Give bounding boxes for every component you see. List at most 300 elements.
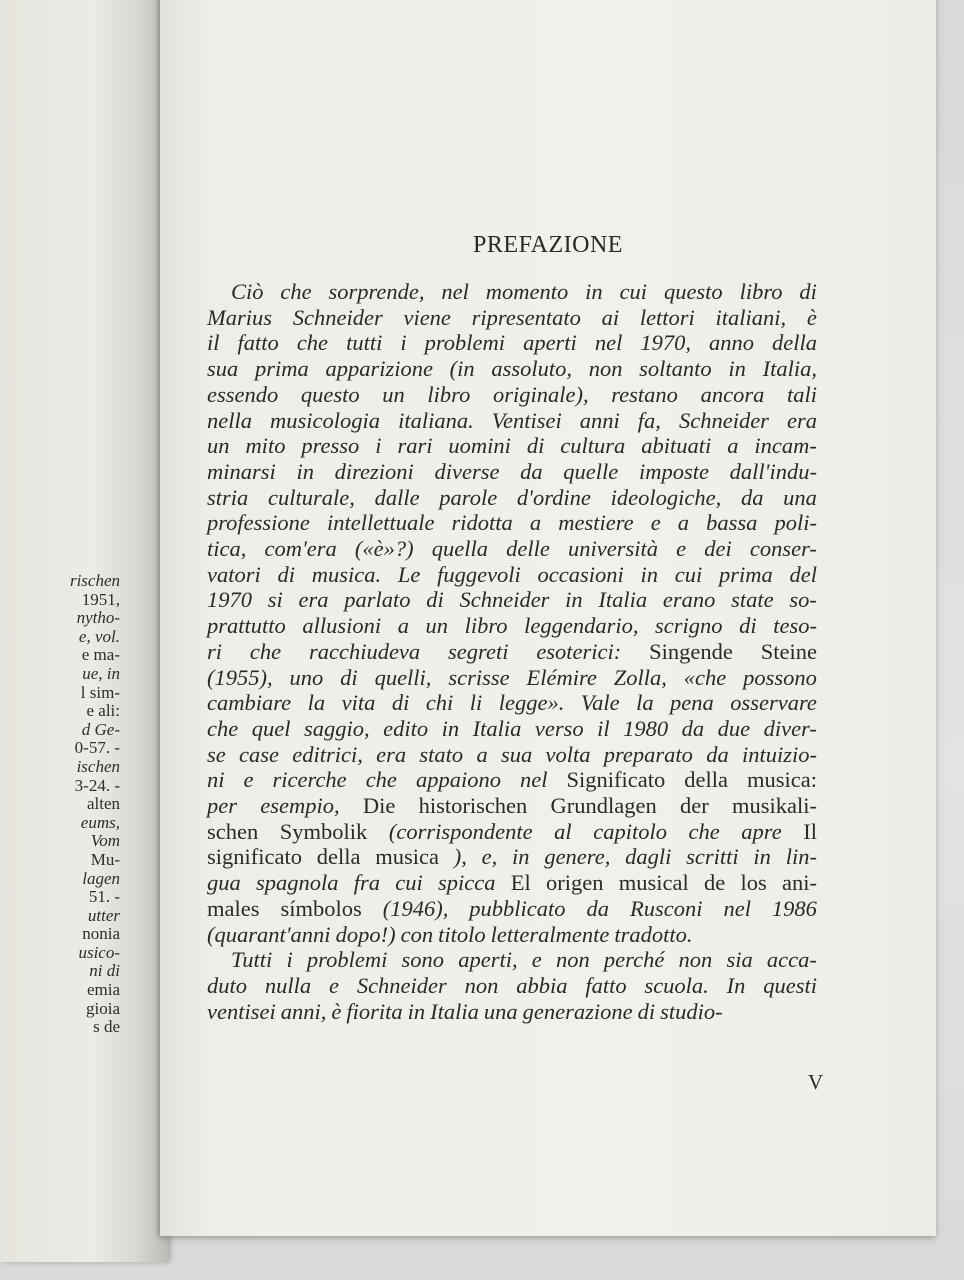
left-page-line: ni di — [89, 961, 120, 981]
word: professione — [207, 510, 310, 536]
word: in — [640, 561, 659, 587]
word: il — [207, 330, 220, 356]
text-line — [207, 844, 817, 870]
word: libro — [427, 381, 471, 407]
word: libro — [739, 279, 783, 304]
word: diverse — [434, 458, 500, 484]
text-line — [207, 690, 817, 716]
word: li — [469, 690, 483, 716]
word: musica — [375, 844, 439, 870]
word: non — [678, 947, 713, 973]
word: leggendario, — [524, 613, 639, 639]
left-page-line: 51. - — [88, 887, 120, 907]
word: abituati — [641, 433, 712, 459]
word: símbolos — [280, 895, 362, 921]
word: culturale, — [267, 484, 355, 510]
word: prima — [719, 561, 773, 587]
left-page — [0, 0, 168, 1262]
word: sua — [207, 356, 239, 382]
word: italiana. — [398, 407, 474, 433]
word: Rusconi — [629, 895, 703, 921]
page-number: V — [808, 1070, 824, 1094]
word: ai — [601, 304, 620, 330]
word: assoluto, — [491, 356, 572, 382]
word: Ciò — [231, 279, 264, 304]
text-line — [207, 433, 817, 459]
word: ancora — [700, 381, 765, 407]
word: stato — [419, 741, 464, 767]
paragraph — [207, 279, 817, 947]
word: si — [267, 587, 283, 613]
word: 1986 — [771, 895, 817, 921]
left-page-line: rischen — [69, 571, 120, 590]
left-page-line: nonia — [82, 924, 120, 944]
word: fra — [353, 870, 381, 896]
word: essendo — [207, 381, 279, 407]
word: sono — [401, 947, 445, 973]
left-page-line: e, vol. — [78, 626, 120, 646]
word: cambiare — [207, 690, 292, 716]
text-line — [207, 999, 817, 1025]
word: ripresentato — [471, 304, 581, 330]
word: a — [677, 510, 690, 536]
word: tali — [786, 381, 817, 407]
text-line — [207, 767, 817, 793]
word: un — [382, 381, 405, 407]
word: pena — [670, 690, 714, 716]
word: musica: — [746, 767, 817, 793]
word: musical — [618, 870, 689, 896]
word: El — [510, 870, 531, 896]
word: a — [727, 433, 739, 459]
word: «che — [683, 664, 727, 690]
word: da — [740, 484, 764, 510]
word: rari — [397, 433, 433, 459]
word: è — [806, 304, 817, 330]
word: (quarant'anni — [207, 921, 331, 947]
word: ridotta — [451, 510, 513, 536]
word: di — [426, 587, 444, 613]
word: di — [391, 690, 410, 716]
word: nulla — [264, 972, 312, 998]
word: i — [286, 947, 293, 973]
word: d'ordine — [516, 484, 591, 510]
left-page-line: utter — [87, 905, 120, 925]
word: tica, — [207, 536, 247, 562]
word: dopo!) — [335, 921, 396, 947]
word: in — [753, 844, 771, 870]
word: scuola. — [644, 972, 709, 998]
text-line — [207, 716, 817, 742]
word: lin- — [785, 844, 817, 870]
word: ni — [207, 767, 225, 793]
word: dall'indu- — [729, 458, 817, 484]
word: italiani, — [715, 304, 787, 330]
word: appaiono — [415, 767, 501, 793]
word: ideologiche, — [610, 484, 722, 510]
word: Steine — [760, 638, 817, 664]
word: Marius — [207, 304, 273, 330]
word: quelle — [563, 458, 619, 484]
word: case — [239, 741, 279, 767]
word: vatori — [207, 561, 261, 587]
word: di — [277, 561, 295, 587]
word: ventisei — [207, 998, 276, 1024]
word: Schneider — [678, 407, 769, 433]
word: abbia — [516, 972, 568, 998]
word: imposte — [638, 458, 709, 484]
word: sia — [726, 947, 753, 973]
text-line — [207, 742, 817, 768]
word: uomini — [448, 433, 511, 459]
text-line — [207, 510, 817, 536]
word: saggio, — [303, 715, 370, 741]
word: perché — [603, 947, 665, 973]
word: («è»?) — [354, 536, 414, 562]
word: spagnola — [256, 870, 339, 896]
word: due — [717, 715, 751, 741]
word: letteralmente — [490, 921, 610, 947]
word: la — [636, 690, 654, 716]
text-line — [207, 639, 817, 665]
word: ani- — [782, 870, 817, 896]
word: che — [249, 638, 282, 664]
word: anni — [579, 407, 620, 433]
left-page-line: alten — [86, 794, 120, 814]
word: di — [739, 613, 757, 639]
word: che — [365, 767, 397, 793]
word: Il — [803, 818, 817, 844]
word: da — [681, 715, 705, 741]
left-page-line: eums, — [80, 812, 120, 832]
word: stria — [207, 484, 249, 510]
word: der — [679, 793, 709, 819]
word: musicologia — [270, 407, 381, 433]
word: minarsi — [207, 458, 276, 484]
word: chi — [425, 690, 454, 716]
word: ricerche — [272, 767, 347, 793]
word: de — [703, 870, 726, 896]
word: 1970, — [640, 330, 691, 356]
word: nel — [723, 895, 751, 921]
word: originale), — [493, 381, 589, 407]
word: preparato — [603, 741, 693, 767]
word: Italia, — [762, 356, 817, 382]
word: aperti, — [458, 947, 518, 973]
word: ri — [207, 638, 223, 664]
word: per — [207, 793, 237, 819]
chapter-title: PREFAZIONE — [473, 232, 623, 258]
word: che — [280, 279, 312, 304]
paragraph — [207, 947, 817, 1024]
word: i — [400, 330, 407, 356]
word: duto — [207, 972, 248, 998]
word: non — [555, 947, 590, 973]
word: il — [597, 715, 610, 741]
word: in — [441, 715, 460, 741]
word: allusioni — [302, 613, 382, 639]
word: restano — [611, 381, 678, 407]
left-page-line: nytho- — [76, 608, 120, 628]
word: fuggevoli — [437, 561, 521, 587]
word: da — [586, 895, 610, 921]
word: mito — [245, 433, 286, 459]
word: e — [243, 767, 254, 793]
word: Grundlagen — [550, 793, 657, 819]
word: in — [585, 279, 603, 304]
left-page-line: gioia — [86, 998, 120, 1018]
word: intuizio- — [741, 741, 817, 767]
word: quelli, — [374, 664, 432, 690]
word: problemi — [424, 330, 506, 356]
word: sua — [500, 741, 533, 767]
word: osservare — [730, 690, 817, 716]
word: la — [307, 690, 326, 716]
word: males — [207, 895, 260, 921]
word: fatto — [585, 972, 627, 998]
word: questo — [663, 279, 723, 304]
word: fatto — [237, 330, 279, 356]
word: della — [772, 330, 817, 356]
word: (1946), — [382, 895, 449, 921]
word: fiorita — [346, 998, 403, 1024]
left-page-line: l sim- — [80, 682, 120, 702]
word: Elémire — [526, 664, 597, 690]
word: edito — [383, 715, 429, 741]
word: a — [476, 741, 488, 767]
word: 1970 — [207, 587, 252, 613]
word: università — [568, 536, 659, 562]
word: Italia — [430, 998, 479, 1024]
text-line — [207, 896, 817, 922]
word: conser- — [749, 536, 817, 562]
word: fa, — [637, 407, 661, 433]
word: soltanto — [639, 356, 712, 382]
word: cui — [395, 870, 423, 896]
word: viene — [403, 304, 451, 330]
word: e, — [481, 844, 498, 870]
word: di — [637, 998, 656, 1024]
word: da — [520, 458, 543, 484]
word: studio- — [660, 998, 723, 1024]
text-line — [207, 819, 817, 845]
left-page-line: ue, in — [82, 663, 120, 683]
text-line — [207, 973, 817, 999]
left-page-line: d Ge- — [81, 719, 120, 739]
text-line — [207, 793, 817, 819]
word: musica. — [311, 561, 382, 587]
word: scritti — [686, 844, 739, 870]
word: presso — [301, 433, 360, 459]
word: esempio, — [260, 793, 340, 819]
word: libro — [464, 613, 508, 639]
left-page-line: e ali: — [86, 701, 120, 721]
word: è — [331, 998, 342, 1024]
word: poli- — [774, 510, 817, 536]
word: so- — [789, 587, 817, 613]
word: prima — [254, 356, 309, 382]
left-page-line: usico- — [78, 942, 120, 962]
word: Tutti — [231, 947, 273, 973]
word: apre — [741, 818, 782, 844]
word: dei — [704, 536, 732, 562]
word: parlato — [344, 587, 411, 613]
word: al — [554, 818, 572, 844]
preface-body — [207, 279, 817, 1024]
word: una — [483, 998, 518, 1024]
left-page-line: lagen — [82, 868, 120, 888]
text-line — [207, 587, 817, 613]
word: erano — [662, 587, 716, 613]
text-line — [207, 356, 817, 382]
word: un — [207, 433, 230, 459]
word: del — [789, 561, 817, 587]
text-line — [207, 330, 817, 356]
word: racchiudeva — [308, 638, 421, 664]
word: cui — [619, 279, 648, 304]
word: intellettuale — [327, 510, 435, 536]
word: Symbolik — [279, 818, 368, 844]
word: nel — [594, 330, 623, 356]
word: che — [688, 818, 720, 844]
word: aperti — [523, 330, 577, 356]
word: in — [407, 998, 426, 1024]
text-line — [207, 305, 817, 331]
left-page-line: ischen — [76, 756, 120, 776]
word: Schneider — [356, 972, 447, 998]
word: quella — [431, 536, 489, 562]
word: che — [296, 330, 329, 356]
word: a — [397, 613, 409, 639]
text-line — [207, 459, 817, 485]
word: editrici, — [292, 741, 363, 767]
word: esoterici: — [536, 638, 622, 664]
word: non — [464, 972, 499, 998]
word: dagli — [625, 844, 672, 870]
word: pubblicato — [469, 895, 566, 921]
word: possono — [743, 664, 817, 690]
word: di — [799, 279, 817, 304]
left-page-line: 3-24. - — [74, 775, 120, 795]
left-page-line: Vom — [90, 831, 120, 851]
left-page-line: 0-57. - — [74, 738, 120, 758]
word: della — [684, 767, 728, 793]
word: 1980 — [623, 715, 669, 741]
word: tradotto. — [614, 921, 693, 947]
word: genere, — [544, 844, 611, 870]
word: mestiere — [558, 510, 634, 536]
word: titolo — [438, 921, 486, 947]
word: in — [565, 587, 583, 613]
word: volta — [545, 741, 591, 767]
word: apparizione — [325, 356, 433, 382]
word: capitolo — [593, 818, 667, 844]
word: ), — [453, 844, 467, 870]
text-line — [207, 536, 817, 562]
word: Le — [397, 561, 421, 587]
word: (corrispondente — [388, 818, 533, 844]
left-page-text-fragments — [70, 572, 120, 1037]
word: tutti — [346, 330, 383, 356]
word: un — [425, 613, 449, 639]
word: verso — [534, 715, 584, 741]
text-line — [207, 485, 817, 511]
word: questo — [300, 381, 360, 407]
word: generazione — [522, 998, 633, 1024]
word: della — [316, 844, 361, 870]
word: nel — [519, 767, 548, 793]
word: era — [786, 407, 817, 433]
text-line — [207, 665, 817, 691]
left-page-line: e ma- — [81, 645, 120, 665]
text-line — [207, 922, 817, 948]
word: non — [588, 356, 623, 382]
word: in — [512, 844, 530, 870]
word: scrigno — [655, 613, 723, 639]
word: che — [207, 715, 239, 741]
word: una — [783, 484, 817, 510]
word: in — [296, 458, 314, 484]
word: se — [207, 741, 226, 767]
word: di — [340, 664, 358, 690]
word: con — [400, 921, 434, 947]
left-page-line: s de — [93, 1017, 120, 1037]
text-line — [207, 870, 817, 896]
word: gua — [207, 870, 241, 896]
word: e — [650, 510, 661, 536]
word: quel — [251, 715, 291, 741]
word: sorprende, — [328, 279, 425, 304]
word: e — [328, 972, 339, 998]
word: musikali- — [731, 793, 817, 819]
left-page-line: Mu- — [90, 849, 120, 869]
word: teso- — [773, 613, 817, 639]
word: direzioni — [334, 458, 414, 484]
word: questi — [763, 972, 817, 998]
word: momento — [485, 279, 569, 304]
word: e — [676, 536, 687, 562]
left-page-line: 1951, — [81, 589, 120, 609]
word: e — [531, 947, 542, 973]
word: Ventisei — [491, 407, 562, 433]
word: Zolla, — [613, 664, 667, 690]
word: In — [726, 972, 746, 998]
word: incam- — [754, 433, 817, 459]
word: nel — [441, 279, 469, 304]
word: Die — [362, 793, 396, 819]
word: Schneider — [292, 304, 383, 330]
word: Vale — [580, 690, 620, 716]
word: Italia — [472, 715, 522, 741]
text-line — [207, 382, 817, 408]
word: anni, — [280, 998, 327, 1024]
word: (in — [449, 356, 475, 382]
word: era — [298, 587, 329, 613]
word: bassa — [706, 510, 758, 536]
word: Significato — [566, 767, 666, 793]
word: nella — [207, 407, 252, 433]
word: cui — [674, 561, 703, 587]
word: spicca — [438, 870, 496, 896]
word: cultura — [560, 433, 626, 459]
word: segreti — [448, 638, 509, 664]
word: problemi — [306, 947, 388, 973]
word: los — [740, 870, 767, 896]
text-line — [207, 947, 817, 973]
word: historischen — [418, 793, 528, 819]
word: da — [706, 741, 729, 767]
word: uno — [289, 664, 324, 690]
